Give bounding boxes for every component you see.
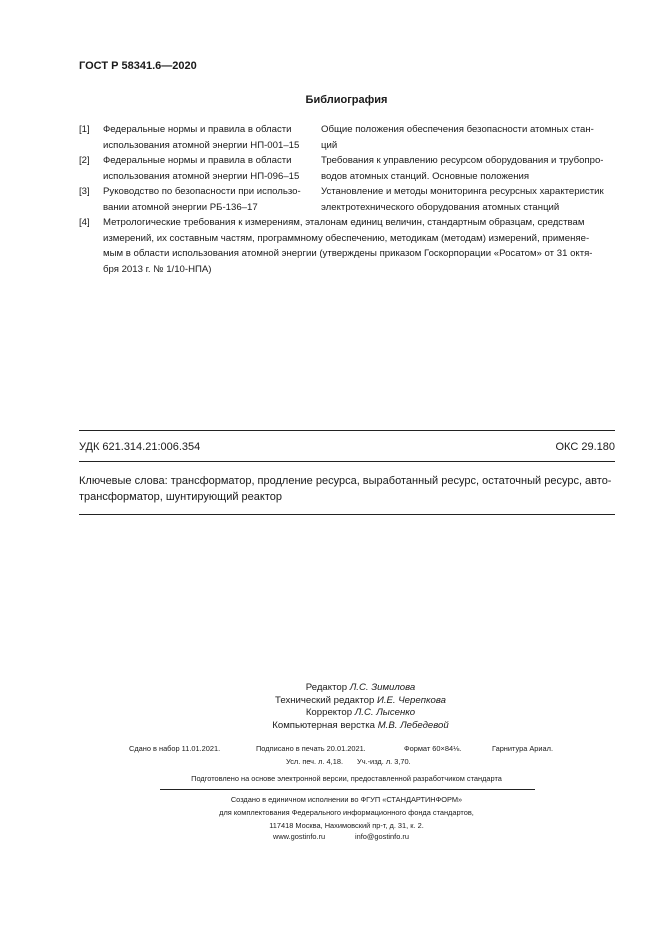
entry-title	[321, 184, 615, 215]
entry-text-line: Метрологические требования к измерениям, эталонам единиц величин, стандартным образцам, средствам	[103, 217, 585, 228]
imprint-sent: Сдано в набор 11.01.2021.	[129, 744, 221, 753]
entry-number: [3]	[79, 186, 90, 197]
credit-label: Редактор	[305, 682, 348, 693]
entry-full-text	[103, 215, 615, 277]
entry-number: [4]	[79, 217, 90, 228]
entry-title-line: Общие положения обеспечения безопасности атомных стан-	[321, 124, 594, 135]
entry-title-line: Требования к управлению ресурсом оборудования и трубопро-	[321, 155, 604, 166]
credits-block	[30, 682, 661, 732]
keywords-line: Ключевые слова: трансформатор, продление ресурса, выработанный ресурс, остаточный ресурс, авто-	[79, 475, 612, 487]
keywords-line: трансформатор, шунтирующий реактор	[79, 491, 282, 503]
document-header: ГОСТ Р 58341.6—2020	[79, 60, 197, 72]
udk-code: УДК 621.314.21:006.354	[79, 441, 201, 453]
entry-document	[103, 122, 312, 153]
entry-document-line: использования атомной энергии НП-001–15	[103, 139, 300, 151]
entry-title	[321, 122, 615, 153]
bibliography-title: Библиография	[305, 94, 388, 106]
credit-label: Компьютерная верстка	[272, 719, 376, 731]
imprint-sheets: Усл. печ. л. 4,18.	[286, 757, 343, 766]
entry-document	[103, 184, 312, 215]
entry-title-line: электротехнического оборудования атомных станций	[321, 201, 560, 213]
imprint-line: для комплектования Федерального информационного фонда стандартов,	[219, 808, 474, 817]
imprint-prepared: Подготовлено на основе электронной версии, предоставленной разработчиком стандарта	[191, 774, 502, 783]
imprint-signed: Подписано в печать 20.01.2021.	[256, 744, 366, 753]
entry-document	[103, 153, 312, 184]
imprint-font: Гарнитура Ариал.	[492, 744, 554, 753]
imprint-made	[0, 793, 661, 832]
entry-text-line: измерений, их составным частям, программному обеспечению, методикам (методам) измерений, применяе-	[103, 232, 590, 244]
credit-name: Л.С. Лысенко	[354, 707, 416, 718]
credit-name: Л.С. Зимилова	[349, 682, 416, 693]
entry-number: [1]	[79, 124, 90, 135]
credit-tech-editor	[30, 695, 661, 708]
entry-document-line: использования атомной энергии НП-096–15	[103, 170, 300, 182]
imprint-pub-sheets: Уч.-изд. л. 3,70.	[357, 757, 411, 766]
imprint-format: Формат 60×84⅛.	[404, 744, 462, 753]
entry-title	[321, 153, 615, 184]
entry-title-line: водов атомных станций. Основные положения	[321, 170, 530, 182]
entry-document-line: Руководство по безопасности при использо-	[103, 186, 301, 197]
entry-document-line: вании атомной энергии РБ-136–17	[103, 201, 258, 213]
imprint-site: www.gostinfo.ru	[273, 832, 326, 841]
divider	[79, 461, 615, 462]
divider	[79, 514, 615, 515]
divider	[79, 430, 615, 431]
entry-title-line: Установление и методы мониторинга ресурсных характеристик	[321, 186, 604, 197]
credit-name: М.В. Лебедевой	[377, 719, 449, 731]
entry-document-line: Федеральные нормы и правила в области	[103, 124, 292, 135]
entry-title-line: ций	[321, 139, 338, 151]
entry-text-line: мым в области использования атомной энергии (утверждены приказом Госкорпорации «Росатом» от 31 октя-	[103, 248, 593, 259]
divider	[160, 789, 535, 790]
imprint-email: info@gostinfo.ru	[355, 832, 409, 841]
oks-code: ОКС 29.180	[555, 441, 615, 453]
keywords	[79, 473, 615, 505]
credit-corrector	[30, 707, 661, 720]
imprint-line: Создано в единичном исполнении во ФГУП «СТАНДАРТИНФОРМ»	[230, 795, 463, 804]
credit-layout	[30, 720, 661, 733]
credit-name: И.Е. Черепкова	[376, 694, 446, 706]
credit-label: Корректор	[305, 707, 353, 718]
entry-text-line: бря 2013 г. № 1/10-НПА)	[103, 263, 212, 275]
imprint-line: 117418 Москва, Нахимовский пр-т, д. 31, к. 2.	[269, 821, 424, 830]
credit-label: Технический редактор	[275, 694, 375, 706]
entry-document-line: Федеральные нормы и правила в области	[103, 155, 292, 166]
entry-number: [2]	[79, 155, 90, 166]
credit-editor	[30, 682, 661, 695]
